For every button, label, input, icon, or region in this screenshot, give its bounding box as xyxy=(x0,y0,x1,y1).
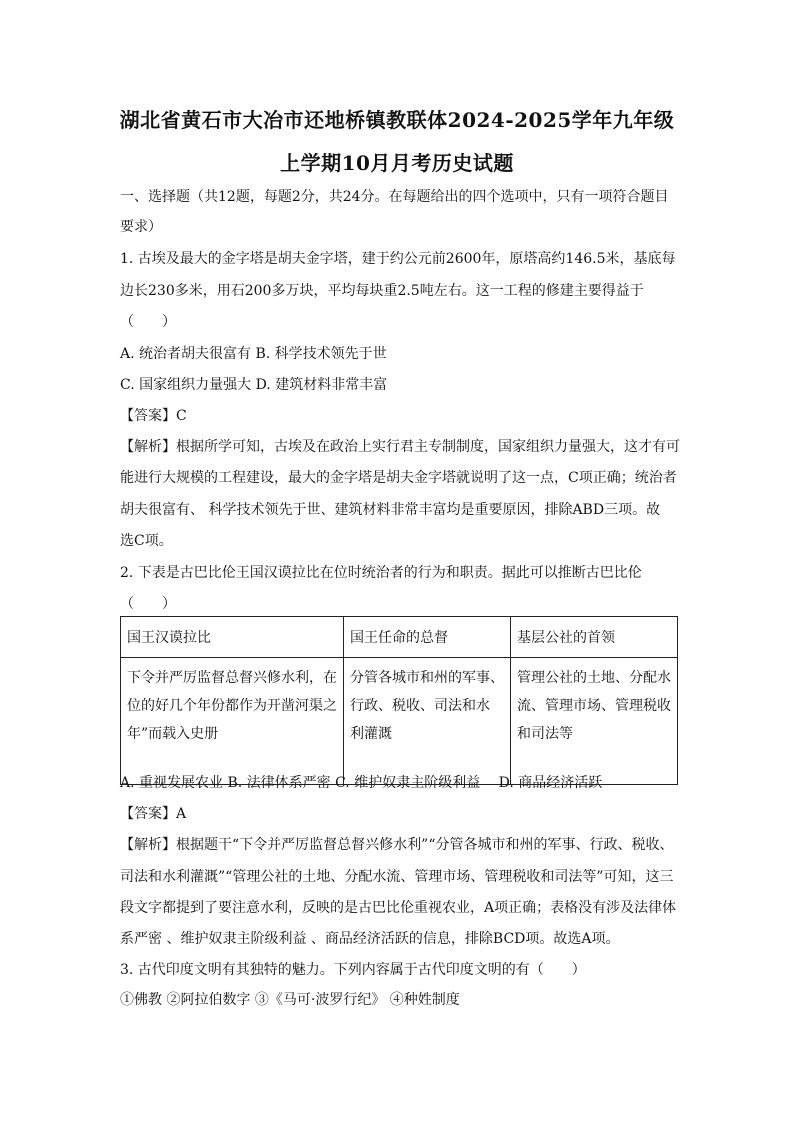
q2-table-header-cell: 基层公社的首领 xyxy=(511,617,678,658)
cell-text-line: 和司法等 xyxy=(517,726,573,742)
q3-items: ①佛教 ②阿拉伯数字 ③《马可·波罗行纪》 ④种姓制度 xyxy=(120,992,460,1008)
q1-answer: 【答案】C xyxy=(120,408,187,424)
section-instructions-line-2: 要求） xyxy=(120,219,162,235)
q1-stem-line-3: （ ） xyxy=(120,314,176,330)
q2-table-cell-king xyxy=(121,658,344,785)
cell-text-line: 行政、税收、司法和水 xyxy=(350,698,490,714)
cell-text-line: 下令并严厉监督总督兴修水利，在 xyxy=(127,670,337,686)
q2-table xyxy=(120,616,678,785)
q1-analysis-line-1: 【解析】根据所学可知，古埃及在政治上实行君主专制制度，国家组织力量强大，这才有可 xyxy=(120,439,680,455)
q2-stem-line-1: 2. 下表是古巴比伦王国汉谟拉比在位时统治者的行为和职责。据此可以推断古巴比伦 xyxy=(120,565,642,581)
page-title-line-2: 上学期10月月考历史试题 xyxy=(280,151,514,175)
cell-text-line: 流、管理市场、管理税收 xyxy=(517,698,671,714)
q1-analysis-line-2: 能进行大规模的工程建设，最大的金字塔是胡夫金字塔就说明了这一点，C项正确；统治者 xyxy=(120,470,677,486)
q2-table-header-row xyxy=(121,617,678,658)
q2-table-header-cell: 国王汉谟拉比 xyxy=(121,617,344,658)
q1-options-line-1: A. 统治者胡夫很富有 B. 科学技术领先于世 xyxy=(120,346,387,362)
cell-text-line: 年”而载入史册 xyxy=(127,726,219,742)
q2-table-row xyxy=(121,658,678,785)
q1-analysis-line-3: 胡夫很富有、 科学技术领先于世、建筑材料非常丰富均是重要原因，排除ABD三项。故 xyxy=(120,502,661,518)
q3-stem: 3. 古代印度文明有其独特的魅力。下列内容属于古代印度文明的有（ ） xyxy=(120,962,586,978)
cell-text-line: 位的好几个年份都作为开凿河渠之 xyxy=(127,698,337,714)
q2-table-cell-commune-leader xyxy=(511,658,678,785)
section-instructions-line-1: 一、选择题（共12题，每题2分，共24分。在每题给出的四个选项中，只有一项符合题目 xyxy=(120,189,669,205)
q1-analysis-line-4: 选C项。 xyxy=(120,533,173,549)
cell-text-line: 管理公社的土地、分配水 xyxy=(517,670,671,686)
q2-analysis-line-4: 系严密 、维护奴隶主阶级利益 、商品经济活跃的信息，排除BCD项。故选A项。 xyxy=(120,931,620,947)
q1-stem-line-1: 1. 古埃及最大的金字塔是胡夫金字塔，建于约公元前2600年，原塔高约146.5米，基底每 xyxy=(120,251,676,267)
q2-table-header-cell: 国王任命的总督 xyxy=(344,617,511,658)
q2-table-cell-governor xyxy=(344,658,511,785)
page-title-line-1: 湖北省黄石市大冶市还地桥镇教联体2024-2025学年九年级 xyxy=(119,108,675,132)
q1-options-line-2: C. 国家组织力量强大 D. 建筑材料非常丰富 xyxy=(120,377,388,393)
q1-stem-line-2: 边长230多米，用石200多万块，平均每块重2.5吨左右。这一工程的修建主要得益于 xyxy=(120,283,644,299)
q2-analysis-line-1: 【解析】根据题干“下令并严厉监督总督兴修水利”“分管各城市和州的军事、行政、税收、 xyxy=(120,837,674,853)
q2-answer: 【答案】A xyxy=(120,806,187,822)
q2-options: A. 重视发展农业 B. 法律体系严密 C. 维护奴隶主阶级利益 D. 商品经济活跃 xyxy=(120,775,603,791)
q2-analysis-line-2: 司法和水利灌溉”“管理公社的土地、分配水流、管理市场、管理税收和司法等”可知，这三 xyxy=(120,869,674,885)
cell-text-line: 利灌溉 xyxy=(350,726,392,742)
q2-stem-line-2: （ ） xyxy=(120,596,176,612)
q2-analysis-line-3: 段文字都提到了要注意水利，反映的是古巴比伦重视农业，A项正确；表格没有涉及法律体 xyxy=(120,900,677,916)
cell-text-line: 分管各城市和州的军事、 xyxy=(350,670,504,686)
